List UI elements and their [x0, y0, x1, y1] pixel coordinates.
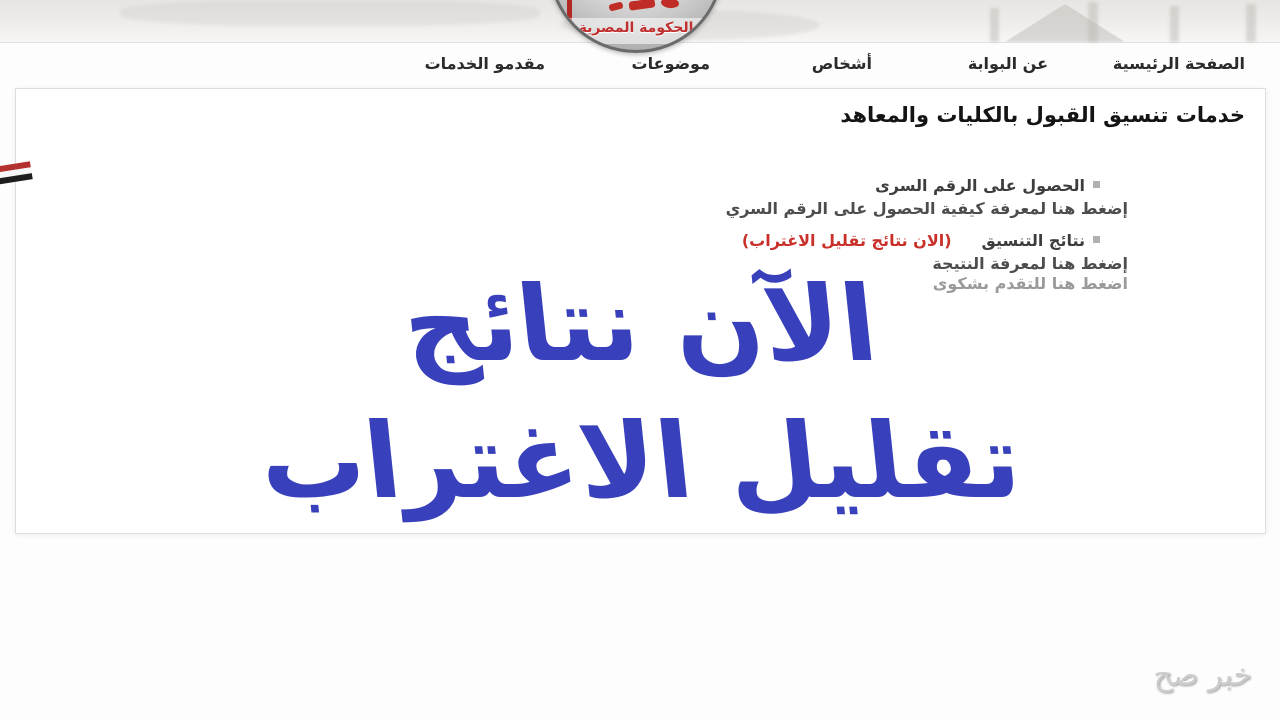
watermark: خبر صح — [1153, 658, 1252, 693]
logo-calligraphy-mark — [661, 0, 680, 9]
mosque-dome-silhouette — [1005, 4, 1125, 42]
results-highlight-text: (الان نتائج تقليل الاغتراب) — [741, 231, 952, 250]
service-link-know-result[interactable]: إضغط هنا لمعرفة النتيجة — [932, 254, 1128, 273]
logo-calligraphy-mark — [629, 0, 656, 11]
minaret-silhouette — [1246, 4, 1256, 42]
service-title: نتائج التنسيق — [981, 231, 1085, 250]
bullet-icon — [1093, 236, 1100, 243]
service-link-submit-complaint[interactable]: اضغط هنا للتقدم بشكوى — [932, 274, 1128, 293]
content-panel — [15, 88, 1266, 534]
government-logo[interactable] — [548, 0, 724, 53]
logo-label: الحكومة المصرية — [578, 20, 694, 36]
nav-item-about-portal[interactable]: عن البوابة — [967, 54, 1048, 73]
page-title: خدمات تنسيق القبول بالكليات والمعاهد — [840, 103, 1245, 127]
nav-item-people[interactable]: أشخاص — [811, 54, 872, 73]
minaret-silhouette — [1170, 6, 1179, 42]
logo-calligraphy-mark — [608, 1, 623, 11]
minaret-silhouette — [990, 8, 999, 42]
minaret-silhouette — [1088, 2, 1098, 42]
promo-line-1: الآن نتائج — [397, 263, 883, 385]
service-title: الحصول على الرقم السرى — [875, 176, 1085, 195]
service-item-secret-number — [875, 176, 1100, 195]
nav-item-home[interactable]: الصفحة الرئيسية — [1112, 54, 1245, 73]
bullet-icon — [1093, 181, 1100, 188]
background-texture — [120, 0, 540, 26]
service-link-how-to-get-secret-number[interactable]: إضغط هنا لمعرفة كيفية الحصول على الرقم السري — [725, 199, 1128, 218]
promo-line-2: تقليل الاغتراب — [253, 400, 1026, 523]
nav-item-topics[interactable]: موضوعات — [631, 54, 710, 73]
service-item-coordination-results — [742, 231, 1100, 250]
nav-item-service-providers[interactable]: مقدمو الخدمات — [424, 54, 545, 73]
